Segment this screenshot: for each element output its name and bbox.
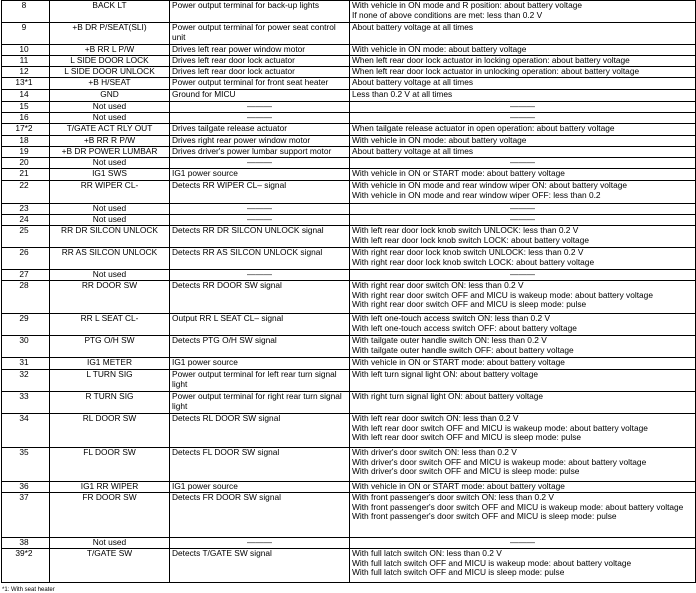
condition-line: With vehicle in ON mode and R position: about battery voltage: [352, 0, 583, 10]
description-text: Detects PTG O/H SW signal: [172, 335, 277, 345]
terminal-name: Not used: [50, 270, 170, 281]
terminal-description: [170, 493, 350, 538]
condition-line: With right rear door lock knob switch UNLOCK: less than 0.2 V: [352, 247, 584, 257]
terminal-name: +B H/SEAT: [50, 78, 170, 90]
condition-line: When left rear door lock actuator in locking operation: about battery voltage: [352, 55, 630, 65]
condition-line: With left one-touch access switch OFF: about battery voltage: [352, 322, 577, 333]
terminal-condition: [350, 1, 696, 23]
terminal-description: [170, 281, 350, 314]
terminal-number: 16: [2, 113, 50, 124]
terminal-number: 15: [2, 102, 50, 113]
terminal-condition: [350, 448, 696, 482]
condition-line: With right turn signal light ON: about battery voltage: [352, 391, 544, 401]
terminal-description: [170, 314, 350, 336]
condition-line: With front passenger's door switch OFF and MICU is wakeup mode: about battery voltage: [352, 501, 684, 512]
table-row: [2, 1, 696, 23]
description-text: Power output terminal for back-up lights: [172, 0, 320, 10]
table-row: [2, 215, 696, 226]
terminal-number: 20: [2, 158, 50, 169]
terminal-condition: [350, 281, 696, 314]
terminal-number: 8: [2, 1, 50, 23]
terminal-name: RR DR SILCON UNLOCK: [50, 226, 170, 248]
condition-line: With driver's door switch ON: less than 0.2 V: [352, 447, 517, 457]
terminal-number: 37: [2, 493, 50, 538]
description-text: Drives right rear power window motor: [172, 135, 311, 145]
terminal-number: 24: [2, 215, 50, 226]
terminal-description: [170, 358, 350, 370]
table-row: [2, 314, 696, 336]
description-text: Detects RR AS SILCON UNLOCK signal: [172, 247, 323, 257]
table-row: [2, 45, 696, 56]
condition-line: About battery voltage at all times: [352, 77, 474, 87]
condition-line: With tailgate outer handle switch ON: less than 0.2 V: [352, 335, 547, 345]
condition-line: With tailgate outer handle switch OFF: about battery voltage: [352, 344, 574, 355]
terminal-number: 35: [2, 448, 50, 482]
table-row: [2, 67, 696, 78]
terminal-condition: [350, 158, 696, 169]
terminal-number: 12: [2, 67, 50, 78]
description-text: ———: [246, 101, 273, 111]
condition-line: ———: [509, 112, 536, 122]
description-text: Detects T/GATE SW signal: [172, 548, 272, 558]
condition-line: With right rear door switch OFF and MICU is wakeup mode: about battery voltage: [352, 289, 653, 300]
terminal-description: [170, 538, 350, 549]
terminal-name: +B RR R P/W: [50, 136, 170, 147]
table-row: [2, 102, 696, 113]
condition-line: With left rear door switch OFF and MICU is wakeup mode: about battery voltage: [352, 422, 648, 433]
condition-line: With vehicle in ON mode and rear window wiper OFF: less than 0.2: [352, 189, 601, 200]
terminal-condition: [350, 538, 696, 549]
condition-line: ———: [509, 157, 536, 167]
terminal-condition: [350, 23, 696, 45]
terminal-condition: [350, 493, 696, 538]
condition-line: ———: [509, 203, 536, 213]
table-row: [2, 136, 696, 147]
terminal-table: [1, 0, 696, 583]
terminal-number: 22: [2, 181, 50, 204]
terminal-description: [170, 78, 350, 90]
condition-line: With driver's door switch OFF and MICU is sleep mode: pulse: [352, 466, 580, 476]
description-text: ———: [246, 269, 273, 279]
terminal-description: [170, 226, 350, 248]
condition-line: If none of above conditions are met: less than 0.2 V: [352, 9, 543, 20]
terminal-number: 33: [2, 392, 50, 414]
terminal-number: 38: [2, 538, 50, 549]
terminal-condition: [350, 226, 696, 248]
terminal-condition: [350, 45, 696, 56]
terminal-condition: [350, 136, 696, 147]
terminal-number: 27: [2, 270, 50, 281]
table-row: [2, 169, 696, 181]
table-row: [2, 493, 696, 538]
table-row: [2, 414, 696, 448]
terminal-name: GND: [50, 90, 170, 102]
table-row: [2, 56, 696, 67]
table-row: [2, 226, 696, 248]
table-row: [2, 336, 696, 358]
terminal-description: [170, 23, 350, 45]
terminal-condition: [350, 181, 696, 204]
description-text: Drives tailgate release actuator: [172, 123, 288, 133]
terminal-number: 31: [2, 358, 50, 370]
terminal-number: 39*2: [2, 549, 50, 583]
condition-line: With driver's door switch OFF and MICU is wakeup mode: about battery voltage: [352, 456, 647, 467]
terminal-number: 32: [2, 370, 50, 392]
terminal-number: 21: [2, 169, 50, 181]
description-text: Drives driver's power lumbar support motor: [172, 146, 332, 156]
condition-line: Less than 0.2 V at all times: [352, 89, 453, 99]
terminal-number: 13*1: [2, 78, 50, 90]
description-text: ———: [246, 157, 273, 167]
condition-line: With vehicle in ON or START mode: about battery voltage: [352, 168, 565, 178]
table-row: [2, 549, 696, 583]
description-text: Detects RR DOOR SW signal: [172, 280, 282, 290]
terminal-description: [170, 204, 350, 215]
condition-line: With left rear door lock knob switch UNLOCK: less than 0.2 V: [352, 225, 579, 235]
terminal-number: 28: [2, 281, 50, 314]
terminal-number: 25: [2, 226, 50, 248]
table-row: [2, 448, 696, 482]
terminal-condition: [350, 358, 696, 370]
terminal-number: 17*2: [2, 124, 50, 136]
table-row: [2, 181, 696, 204]
terminal-description: [170, 370, 350, 392]
terminal-name: RR WIPER CL-: [50, 181, 170, 204]
terminal-name: Not used: [50, 102, 170, 113]
terminal-number: 11: [2, 56, 50, 67]
terminal-name: Not used: [50, 113, 170, 124]
condition-line: When left rear door lock actuator in unlocking operation: about battery voltage: [352, 66, 640, 76]
terminal-description: [170, 169, 350, 181]
terminal-name: Not used: [50, 538, 170, 549]
condition-line: ———: [509, 537, 536, 547]
terminal-condition: [350, 102, 696, 113]
terminal-description: [170, 102, 350, 113]
terminal-number: 19: [2, 147, 50, 158]
table-row: [2, 90, 696, 102]
description-text: Output RR L SEAT CL– signal: [172, 313, 284, 323]
table-row: [2, 270, 696, 281]
description-text: Detects FL DOOR SW signal: [172, 447, 280, 457]
terminal-number: 18: [2, 136, 50, 147]
terminal-description: [170, 448, 350, 482]
description-text: IG1 power source: [172, 357, 238, 367]
terminal-name: Not used: [50, 204, 170, 215]
footnote: *1: With seat heater: [2, 587, 55, 593]
description-text: Detects RR WIPER CL– signal: [172, 180, 287, 190]
description-text: Power output terminal for right rear turn signal light: [172, 391, 342, 411]
description-text: Power output terminal for power seat control unit: [172, 22, 336, 42]
terminal-name: T/GATE SW: [50, 549, 170, 583]
table-row: [2, 23, 696, 45]
description-text: ———: [246, 537, 273, 547]
condition-line: With vehicle in ON mode: about battery voltage: [352, 135, 527, 145]
description-text: Power output terminal for front seat heater: [172, 77, 329, 87]
table-row: [2, 482, 696, 493]
condition-line: With full latch switch OFF and MICU is wakeup mode: about battery voltage: [352, 557, 632, 568]
condition-line: With left rear door switch ON: less than 0.2 V: [352, 413, 519, 423]
terminal-number: 14: [2, 90, 50, 102]
terminal-number: 23: [2, 204, 50, 215]
terminal-number: 29: [2, 314, 50, 336]
description-text: Ground for MICU: [172, 89, 236, 99]
terminal-number: 26: [2, 248, 50, 270]
terminal-name: FL DOOR SW: [50, 448, 170, 482]
terminal-table-body: [2, 1, 696, 583]
table-row: [2, 281, 696, 314]
terminal-name: +B DR P/SEAT(SLI): [50, 23, 170, 45]
condition-line: With right rear door switch ON: less than 0.2 V: [352, 280, 524, 290]
terminal-condition: [350, 414, 696, 448]
terminal-name: IG1 RR WIPER: [50, 482, 170, 493]
description-text: Detects RL DOOR SW signal: [172, 413, 281, 423]
condition-line: With front passenger's door switch ON: less than 0.2 V: [352, 492, 554, 502]
terminal-number: 9: [2, 23, 50, 45]
terminal-condition: [350, 90, 696, 102]
terminal-description: [170, 113, 350, 124]
description-text: Detects FR DOOR SW signal: [172, 492, 281, 502]
terminal-condition: [350, 270, 696, 281]
terminal-number: 36: [2, 482, 50, 493]
table-row: [2, 124, 696, 136]
condition-line: With left turn signal light ON: about battery voltage: [352, 369, 538, 379]
terminal-name: +B DR POWER LUMBAR: [50, 147, 170, 158]
table-row: [2, 113, 696, 124]
terminal-name: FR DOOR SW: [50, 493, 170, 538]
terminal-name: PTG O/H SW: [50, 336, 170, 358]
terminal-name: IG1 SWS: [50, 169, 170, 181]
description-text: Drives left rear door lock actuator: [172, 66, 295, 76]
terminal-condition: [350, 314, 696, 336]
terminal-name: Not used: [50, 215, 170, 226]
description-text: Detects RR DR SILCON UNLOCK signal: [172, 225, 324, 235]
terminal-condition: [350, 147, 696, 158]
description-text: ———: [246, 112, 273, 122]
description-text: ———: [246, 214, 273, 224]
terminal-description: [170, 136, 350, 147]
terminal-description: [170, 549, 350, 583]
terminal-name: RR DOOR SW: [50, 281, 170, 314]
condition-line: With left rear door lock knob switch LOCK: about battery voltage: [352, 234, 589, 245]
condition-line: With full latch switch OFF and MICU is sleep mode: pulse: [352, 567, 565, 577]
terminal-description: [170, 336, 350, 358]
terminal-condition: [350, 482, 696, 493]
terminal-condition: [350, 204, 696, 215]
table-row: [2, 248, 696, 270]
terminal-name: RR AS SILCON UNLOCK: [50, 248, 170, 270]
table-row: [2, 370, 696, 392]
terminal-description: [170, 270, 350, 281]
terminal-description: [170, 248, 350, 270]
terminal-name: Not used: [50, 158, 170, 169]
terminal-condition: [350, 56, 696, 67]
table-row: [2, 204, 696, 215]
terminal-description: [170, 181, 350, 204]
terminal-name: T/GATE ACT RLY OUT: [50, 124, 170, 136]
terminal-description: [170, 414, 350, 448]
terminal-number: 10: [2, 45, 50, 56]
description-text: Drives left rear door lock actuator: [172, 55, 295, 65]
condition-line: With left one-touch access switch ON: less than 0.2 V: [352, 313, 551, 323]
terminal-name: RR L SEAT CL-: [50, 314, 170, 336]
condition-line: With front passenger's door switch OFF and MICU is sleep mode: pulse: [352, 511, 617, 521]
condition-line: With left rear door switch OFF and MICU is sleep mode: pulse: [352, 432, 582, 442]
description-text: Power output terminal for left rear turn signal light: [172, 369, 337, 389]
table-row: [2, 358, 696, 370]
terminal-condition: [350, 336, 696, 358]
condition-line: ———: [509, 269, 536, 279]
terminal-description: [170, 147, 350, 158]
condition-line: With right rear door switch OFF and MICU is sleep mode: pulse: [352, 299, 587, 309]
terminal-number: 34: [2, 414, 50, 448]
description-text: ———: [246, 203, 273, 213]
terminal-name: +B RR L P/W: [50, 45, 170, 56]
description-text: Drives left rear power window motor: [172, 44, 306, 54]
condition-line: With vehicle in ON mode and rear window wiper ON: about battery voltage: [352, 180, 628, 190]
condition-line: With vehicle in ON or START mode: about battery voltage: [352, 357, 565, 367]
condition-line: With right rear door lock knob switch LOCK: about battery voltage: [352, 256, 595, 267]
terminal-description: [170, 90, 350, 102]
terminal-number: 30: [2, 336, 50, 358]
terminal-condition: [350, 124, 696, 136]
terminal-name: IG1 METER: [50, 358, 170, 370]
terminal-description: [170, 45, 350, 56]
terminal-description: [170, 158, 350, 169]
table-row: [2, 147, 696, 158]
terminal-condition: [350, 248, 696, 270]
table-row: [2, 538, 696, 549]
terminal-name: BACK LT: [50, 1, 170, 23]
table-row: [2, 392, 696, 414]
terminal-name: R TURN SIG: [50, 392, 170, 414]
terminal-condition: [350, 67, 696, 78]
terminal-description: [170, 56, 350, 67]
terminal-name: L SIDE DOOR UNLOCK: [50, 67, 170, 78]
table-row: [2, 78, 696, 90]
terminal-condition: [350, 113, 696, 124]
terminal-description: [170, 124, 350, 136]
terminal-condition: [350, 392, 696, 414]
condition-line: When tailgate release actuator in open operation: about battery voltage: [352, 123, 615, 133]
condition-line: ———: [509, 214, 536, 224]
description-text: IG1 power source: [172, 481, 238, 491]
terminal-description: [170, 392, 350, 414]
terminal-condition: [350, 78, 696, 90]
terminal-condition: [350, 215, 696, 226]
condition-line: With vehicle in ON or START mode: about battery voltage: [352, 481, 565, 491]
condition-line: With vehicle in ON mode: about battery voltage: [352, 44, 527, 54]
condition-line: ———: [509, 101, 536, 111]
description-text: IG1 power source: [172, 168, 238, 178]
terminal-condition: [350, 549, 696, 583]
condition-line: About battery voltage at all times: [352, 22, 474, 32]
terminal-name: RL DOOR SW: [50, 414, 170, 448]
terminal-condition: [350, 169, 696, 181]
terminal-description: [170, 67, 350, 78]
condition-line: About battery voltage at all times: [352, 146, 474, 156]
terminal-description: [170, 215, 350, 226]
condition-line: With full latch switch ON: less than 0.2 V: [352, 548, 502, 558]
terminal-name: L TURN SIG: [50, 370, 170, 392]
terminal-description: [170, 1, 350, 23]
terminal-condition: [350, 370, 696, 392]
table-row: [2, 158, 696, 169]
terminal-name: L SIDE DOOR LOCK: [50, 56, 170, 67]
terminal-description: [170, 482, 350, 493]
